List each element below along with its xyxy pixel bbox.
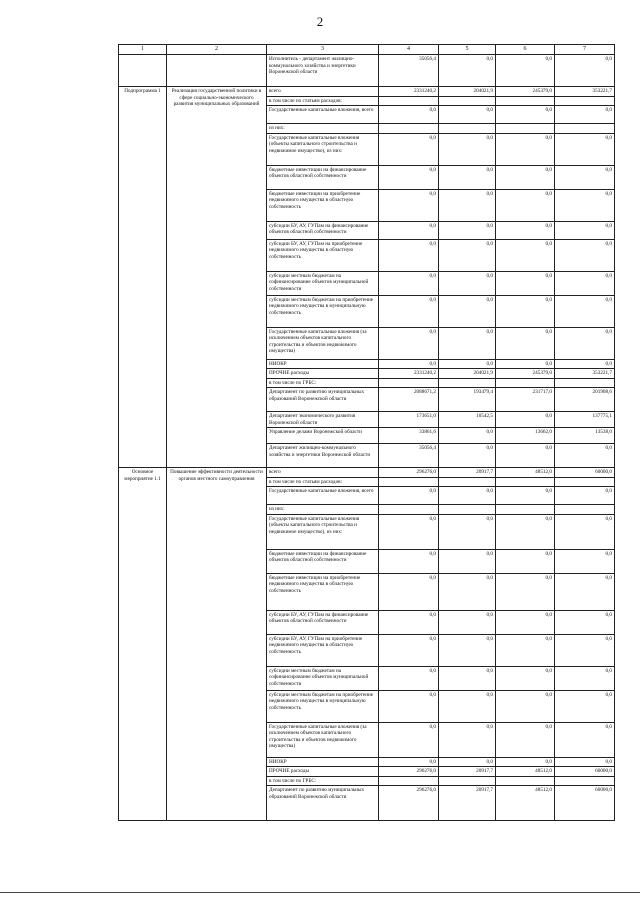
row-label: Департамент по развитию муниципальных образований Воронежской области xyxy=(267,786,379,821)
value-cell: 0,0 xyxy=(555,295,615,327)
value-cell: 33861,6 xyxy=(379,428,439,444)
value-cell: 0,0 xyxy=(555,573,615,610)
value-cell: 0,0 xyxy=(496,412,555,428)
value-cell: 0,0 xyxy=(496,165,555,189)
value-cell: 204021,9 xyxy=(439,87,496,97)
value-cell xyxy=(379,505,439,515)
row-label: Государственные капитальные вложения, всего xyxy=(267,106,379,124)
value-cell: 0,0 xyxy=(496,573,555,610)
value-cell: 0,0 xyxy=(555,106,615,124)
value-cell: 2331240,2 xyxy=(379,87,439,97)
value-cell: 0,0 xyxy=(439,271,496,295)
value-cell xyxy=(379,776,439,786)
row-label: всего xyxy=(267,468,379,478)
value-cell: 13662,0 xyxy=(496,428,555,444)
value-cell: 0,0 xyxy=(496,106,555,124)
value-cell: 296276,0 xyxy=(379,468,439,478)
value-cell: 173651,0 xyxy=(379,412,439,428)
section-id-cell: Подпрограмма 1 xyxy=(119,87,167,468)
value-cell: 0,0 xyxy=(379,106,439,124)
value-cell: 296276,0 xyxy=(379,767,439,777)
value-cell: 0,0 xyxy=(496,722,555,757)
value-cell xyxy=(439,776,496,786)
row-label: Государственные капитальные вложения, всего xyxy=(267,487,379,505)
col-header: 7 xyxy=(555,45,615,55)
value-cell: 60000,0 xyxy=(555,767,615,777)
value-cell: 0,0 xyxy=(496,55,555,87)
value-cell: 60000,0 xyxy=(555,468,615,478)
value-cell: 0,0 xyxy=(555,239,615,271)
value-cell: 0,0 xyxy=(555,271,615,295)
value-cell: 48512,0 xyxy=(496,767,555,777)
value-cell: 0,0 xyxy=(439,133,496,165)
value-cell xyxy=(555,96,615,106)
row-label: в том числе по статьям расходов: xyxy=(267,477,379,487)
value-cell xyxy=(379,96,439,106)
budget-table xyxy=(118,44,615,821)
row-label: ПРОЧИЕ расходы xyxy=(267,767,379,777)
row-label: субсидии местным бюджетам на софинансирование объектов муниципальной собственности xyxy=(267,271,379,295)
col-header: 3 xyxy=(267,45,379,55)
value-cell: 0,0 xyxy=(555,666,615,690)
row-label: Исполнитель - департамент жилищно-коммунального хозяйства и энергетики Воронежской области xyxy=(267,55,379,87)
value-cell: 0,0 xyxy=(439,428,496,444)
table-row xyxy=(119,55,615,87)
row-label: субсидии БУ, АУ, ГУПам на финансирование объектов областной собственности xyxy=(267,610,379,634)
value-cell: 0,0 xyxy=(439,634,496,666)
value-cell: 0,0 xyxy=(439,221,496,239)
value-cell: 0,0 xyxy=(555,189,615,221)
value-cell: 0,0 xyxy=(555,757,615,767)
value-cell: 0,0 xyxy=(555,444,615,468)
value-cell: 0,0 xyxy=(379,690,439,722)
value-cell xyxy=(555,124,615,134)
value-cell: 0,0 xyxy=(379,722,439,757)
row-label: субсидии местным бюджетам на софинансирование объектов муниципальной собственности xyxy=(267,666,379,690)
row-label: Государственные капитальные вложения (за исключением объектов капитального строительства и объектов недвижимого имущества) xyxy=(267,327,379,359)
row-label: из них: xyxy=(267,124,379,134)
value-cell: 0,0 xyxy=(439,666,496,690)
value-cell xyxy=(496,505,555,515)
value-cell: 0,0 xyxy=(555,133,615,165)
value-cell: 0,0 xyxy=(496,690,555,722)
value-cell: 0,0 xyxy=(379,757,439,767)
col-header: 6 xyxy=(496,45,555,55)
value-cell: 0,0 xyxy=(439,444,496,468)
value-cell: 0,0 xyxy=(439,295,496,327)
value-cell xyxy=(439,477,496,487)
row-label: бюджетные инвестиции на приобретение недвижимого имущества в областную собственность xyxy=(267,189,379,221)
value-cell: 0,0 xyxy=(439,106,496,124)
value-cell: 0,0 xyxy=(496,549,555,573)
value-cell: 0,0 xyxy=(439,722,496,757)
row-label: бюджетные инвестиции на приобретение недвижимого имущества в областную собственность xyxy=(267,573,379,610)
value-cell: 20917,7 xyxy=(439,786,496,821)
value-cell xyxy=(496,96,555,106)
table-row xyxy=(119,468,615,478)
value-cell: 0,0 xyxy=(555,487,615,505)
value-cell: 245379,0 xyxy=(496,369,555,379)
value-cell: 0,0 xyxy=(439,573,496,610)
value-cell: 0,0 xyxy=(496,487,555,505)
row-label: субсидии местным бюджетам на приобретение недвижимого имущества в муниципальную собственность xyxy=(267,690,379,722)
row-label: в том числе по статьям расходов: xyxy=(267,96,379,106)
page-number: 2 xyxy=(316,14,324,29)
value-cell: 0,0 xyxy=(439,514,496,549)
value-cell: 0,0 xyxy=(439,239,496,271)
value-cell: 2088671,2 xyxy=(379,388,439,412)
value-cell: 60000,0 xyxy=(555,786,615,821)
value-cell: 0,0 xyxy=(439,610,496,634)
value-cell: 0,0 xyxy=(496,189,555,221)
value-cell: 0,0 xyxy=(555,549,615,573)
row-label: Департамент по развитию муниципальных образований Воронежской области xyxy=(267,388,379,412)
value-cell: 0,0 xyxy=(496,133,555,165)
col-header: 1 xyxy=(119,45,167,55)
value-cell: 2331240,2 xyxy=(379,369,439,379)
row-label: всего xyxy=(267,87,379,97)
value-cell: 0,0 xyxy=(555,55,615,87)
value-cell: 0,0 xyxy=(496,757,555,767)
row-label: из них: xyxy=(267,505,379,515)
value-cell xyxy=(496,378,555,388)
value-cell: 245379,0 xyxy=(496,87,555,97)
value-cell xyxy=(439,124,496,134)
value-cell xyxy=(439,96,496,106)
value-cell: 0,0 xyxy=(439,327,496,359)
value-cell xyxy=(379,378,439,388)
value-cell: 0,0 xyxy=(379,271,439,295)
value-cell: 0,0 xyxy=(496,634,555,666)
value-cell: 0,0 xyxy=(379,549,439,573)
value-cell: 0,0 xyxy=(439,55,496,87)
value-cell: 231717,0 xyxy=(496,388,555,412)
row-label: НИОКР xyxy=(267,757,379,767)
value-cell xyxy=(496,776,555,786)
value-cell: 0,0 xyxy=(496,666,555,690)
value-cell: 0,0 xyxy=(439,549,496,573)
value-cell: 0,0 xyxy=(439,165,496,189)
value-cell: 35056,4 xyxy=(379,444,439,468)
col-header: 4 xyxy=(379,45,439,55)
value-cell: 20917,7 xyxy=(439,767,496,777)
table-body xyxy=(119,55,615,821)
value-cell: 0,0 xyxy=(439,487,496,505)
value-cell xyxy=(379,477,439,487)
row-label: субсидии местным бюджетам на приобретение недвижимого имущества в муниципальную собственность xyxy=(267,295,379,327)
value-cell: 0,0 xyxy=(496,444,555,468)
row-label: в том числе по ГРБС: xyxy=(267,378,379,388)
value-cell xyxy=(496,477,555,487)
value-cell: 0,0 xyxy=(379,666,439,690)
row-label: Государственные капитальные вложения (объекты капитального строительства и недвижимое имущество), из них: xyxy=(267,133,379,165)
value-cell: 0,0 xyxy=(555,722,615,757)
value-cell: 0,0 xyxy=(379,327,439,359)
row-label: Департамент жилищно-коммунального хозяйства и энергетики Воронежской области xyxy=(267,444,379,468)
row-label: субсидии БУ, АУ, ГУПам на приобретение недвижимого имущества в областную собственность xyxy=(267,634,379,666)
empty-cell xyxy=(167,55,267,87)
col-header: 2 xyxy=(167,45,267,55)
value-cell: 0,0 xyxy=(555,327,615,359)
value-cell: 0,0 xyxy=(379,573,439,610)
value-cell: 0,0 xyxy=(439,757,496,767)
value-cell: 296276,0 xyxy=(379,786,439,821)
value-cell: 0,0 xyxy=(379,610,439,634)
value-cell: 48512,0 xyxy=(496,786,555,821)
row-label: НИОКР xyxy=(267,359,379,369)
empty-cell xyxy=(119,55,167,87)
value-cell: 0,0 xyxy=(496,295,555,327)
value-cell: 13538,0 xyxy=(555,428,615,444)
value-cell: 0,0 xyxy=(379,221,439,239)
value-cell: 0,0 xyxy=(496,239,555,271)
value-cell: 0,0 xyxy=(496,327,555,359)
value-cell: 0,0 xyxy=(555,690,615,722)
value-cell: 0,0 xyxy=(555,165,615,189)
value-cell: 0,0 xyxy=(439,690,496,722)
value-cell xyxy=(555,505,615,515)
row-label: в том числе по ГРБС: xyxy=(267,776,379,786)
value-cell: 353221,7 xyxy=(555,87,615,97)
section-id-cell: Основное мероприятие 1.1 xyxy=(119,468,167,821)
value-cell: 0,0 xyxy=(379,634,439,666)
value-cell: 0,0 xyxy=(379,359,439,369)
value-cell: 0,0 xyxy=(379,295,439,327)
value-cell: 0,0 xyxy=(555,634,615,666)
row-label: Департамент экономического развития Воронежской области xyxy=(267,412,379,428)
table-row xyxy=(119,87,615,97)
value-cell: 35056,4 xyxy=(379,55,439,87)
value-cell: 193479,4 xyxy=(439,388,496,412)
value-cell: 48512,0 xyxy=(496,468,555,478)
value-cell: 353221,7 xyxy=(555,369,615,379)
row-label: бюджетные инвестиции на финансирование объектов областной собственности xyxy=(267,165,379,189)
value-cell: 10542,5 xyxy=(439,412,496,428)
value-cell: 0,0 xyxy=(496,610,555,634)
table-header xyxy=(119,45,615,55)
page-bottom-rule xyxy=(0,892,640,893)
value-cell: 137775,1 xyxy=(555,412,615,428)
value-cell: 0,0 xyxy=(555,514,615,549)
row-label: Управление делами Воронежской области xyxy=(267,428,379,444)
value-cell: 0,0 xyxy=(439,189,496,221)
value-cell: 0,0 xyxy=(555,221,615,239)
section-title-cell: Повышение эффективности деятельности органов местного самоуправления xyxy=(167,468,267,821)
value-cell xyxy=(496,124,555,134)
value-cell: 0,0 xyxy=(379,165,439,189)
value-cell: 0,0 xyxy=(496,221,555,239)
value-cell: 0,0 xyxy=(496,271,555,295)
value-cell: 204021,9 xyxy=(439,369,496,379)
value-cell: 0,0 xyxy=(439,359,496,369)
col-header: 5 xyxy=(439,45,496,55)
value-cell xyxy=(379,124,439,134)
value-cell: 0,0 xyxy=(555,610,615,634)
value-cell: 0,0 xyxy=(379,189,439,221)
value-cell: 0,0 xyxy=(379,487,439,505)
row-label: бюджетные инвестиции на финансирование объектов областной собственности xyxy=(267,549,379,573)
row-label: ПРОЧИЕ расходы xyxy=(267,369,379,379)
value-cell: 0,0 xyxy=(496,359,555,369)
value-cell xyxy=(555,477,615,487)
value-cell: 0,0 xyxy=(379,514,439,549)
value-cell: 201908,6 xyxy=(555,388,615,412)
row-label: субсидии БУ, АУ, ГУПам на приобретение недвижимого имущества в областную собственность xyxy=(267,239,379,271)
value-cell: 0,0 xyxy=(379,239,439,271)
value-cell: 0,0 xyxy=(555,359,615,369)
row-label: субсидии БУ, АУ, ГУПам на финансирование объектов областной собственности xyxy=(267,221,379,239)
row-label: Государственные капитальные вложения (за исключением объектов капитального строительства и объектов недвижимого имущества) xyxy=(267,722,379,757)
value-cell xyxy=(555,378,615,388)
value-cell xyxy=(439,505,496,515)
value-cell: 0,0 xyxy=(496,514,555,549)
section-title-cell: Реализация государственной политики в сфере социально-экономического развития муниципальных образований xyxy=(167,87,267,468)
row-label: Государственные капитальные вложения (объекты капитального строительства и недвижимое имущество), из них: xyxy=(267,514,379,549)
value-cell: 20917,7 xyxy=(439,468,496,478)
value-cell xyxy=(439,378,496,388)
value-cell: 0,0 xyxy=(379,133,439,165)
value-cell xyxy=(555,776,615,786)
